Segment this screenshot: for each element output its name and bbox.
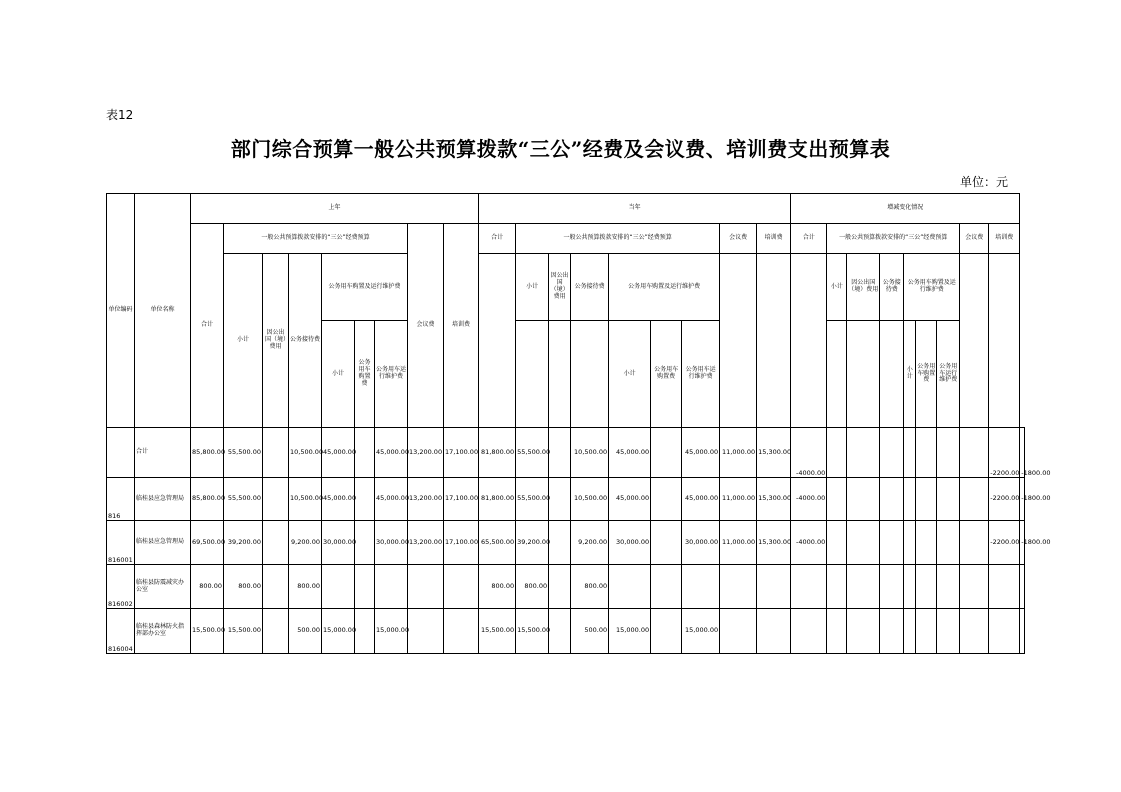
amount-cell: 800.00 <box>516 565 549 609</box>
amount-cell <box>408 565 444 609</box>
header-this-year: 当年 <box>479 194 791 224</box>
amount-cell <box>904 609 916 654</box>
header-this-blank-abroad <box>549 321 571 428</box>
amount-cell: 81,800.00 <box>479 428 516 478</box>
amount-cell: 39,200.00 <box>516 521 549 565</box>
header-this-subtotal: 小计 <box>516 254 549 321</box>
amount-cell <box>960 521 989 565</box>
amount-cell: 45,000.00 <box>609 478 651 521</box>
header-change-blank-reception <box>880 321 904 428</box>
amount-cell: 17,100.00 <box>444 428 479 478</box>
amount-cell <box>880 428 904 478</box>
amount-cell: 800.00 <box>224 565 263 609</box>
amount-cell <box>263 428 289 478</box>
amount-cell: 30,000.00 <box>375 521 408 565</box>
amount-cell <box>408 609 444 654</box>
amount-cell: 45,000.00 <box>682 478 720 521</box>
amount-cell <box>904 565 916 609</box>
amount-cell <box>937 565 960 609</box>
header-unit-code: 单位编码 <box>107 194 135 428</box>
amount-cell: 500.00 <box>289 609 322 654</box>
header-this-training: 培训费 <box>757 224 791 254</box>
amount-cell <box>937 428 960 478</box>
amount-cell: -1800.00 <box>1020 428 1025 478</box>
amount-cell: 30,000.00 <box>609 521 651 565</box>
amount-cell: 15,500.00 <box>224 609 263 654</box>
header-last-vehicle-purchase: 公务用车购置费 <box>355 321 375 428</box>
amount-cell <box>960 565 989 609</box>
amount-cell <box>880 609 904 654</box>
amount-cell <box>904 521 916 565</box>
amount-cell <box>791 609 827 654</box>
amount-cell: 55,500.00 <box>224 478 263 521</box>
amount-cell <box>827 609 847 654</box>
amount-cell: 45,000.00 <box>375 428 408 478</box>
amount-cell: 11,000.00 <box>720 428 757 478</box>
table-row <box>107 478 1025 521</box>
header-change-reception: 公务接待费 <box>880 254 904 321</box>
amount-cell: 800.00 <box>191 565 224 609</box>
amount-cell: 15,500.00 <box>516 609 549 654</box>
header-change-blank-subtotal <box>827 321 847 428</box>
header-change-subtotal: 小计 <box>827 254 847 321</box>
amount-cell: 55,500.00 <box>516 478 549 521</box>
unit-code-cell: 816001 <box>107 521 135 565</box>
amount-cell: 800.00 <box>289 565 322 609</box>
amount-cell <box>355 521 375 565</box>
header-change-training: 培训费 <box>989 224 1020 254</box>
header-this-blank-subtotal <box>516 321 549 428</box>
header-change-blank-training <box>989 254 1020 428</box>
header-change-vehicle: 公务用车购置及运行维护费 <box>904 254 960 321</box>
header-this-vehicle-purchase: 公务用车购置费 <box>651 321 682 428</box>
amount-cell: 13,200.00 <box>408 521 444 565</box>
header-change-vehicle-purchase: 公务用车购置费 <box>916 321 937 428</box>
page-title: 部门综合预算一般公共预算拨款“三公”经费及会议费、培训费支出预算表 <box>230 137 891 161</box>
amount-cell: 9,200.00 <box>289 521 322 565</box>
unit-name-cell: 临桂县应急管理局 <box>135 521 191 565</box>
amount-cell: 9,200.00 <box>571 521 609 565</box>
header-this-total: 合计 <box>479 224 516 254</box>
amount-cell <box>827 478 847 521</box>
amount-cell <box>916 478 937 521</box>
amount-cell <box>757 609 791 654</box>
header-this-abroad: 因公出国（境）费用 <box>549 254 571 321</box>
header-change-blank-total <box>791 254 827 428</box>
header-last-training: 培训费 <box>444 224 479 428</box>
amount-cell: 10,500.00 <box>289 478 322 521</box>
amount-cell: -2200.00 <box>989 428 1020 478</box>
amount-cell <box>720 565 757 609</box>
header-change-general-budget: 一般公共预算拨款安排的“三公”经费预算 <box>827 224 960 254</box>
amount-cell <box>880 478 904 521</box>
amount-cell <box>609 565 651 609</box>
amount-cell: 15,500.00 <box>191 609 224 654</box>
amount-cell <box>989 565 1020 609</box>
header-this-blank-reception <box>571 321 609 428</box>
amount-cell: -4000.00 <box>791 478 827 521</box>
amount-cell <box>375 565 408 609</box>
amount-cell: 45,000.00 <box>682 428 720 478</box>
amount-cell <box>937 478 960 521</box>
header-this-vehicle: 公务用车购置及运行维护费 <box>609 254 720 321</box>
amount-cell: -2200.00 <box>989 478 1020 521</box>
amount-cell: 500.00 <box>571 609 609 654</box>
amount-cell <box>549 478 571 521</box>
amount-cell: 15,000.00 <box>682 609 720 654</box>
amount-cell <box>847 478 880 521</box>
amount-cell: 55,500.00 <box>224 428 263 478</box>
amount-cell <box>880 521 904 565</box>
amount-cell: 11,000.00 <box>720 521 757 565</box>
header-this-blank-total <box>479 254 516 428</box>
amount-cell <box>847 521 880 565</box>
amount-cell: 11,000.00 <box>720 478 757 521</box>
amount-cell: 45,000.00 <box>322 428 355 478</box>
amount-cell <box>916 609 937 654</box>
amount-cell <box>916 521 937 565</box>
header-this-blank-meeting <box>720 254 757 428</box>
amount-cell <box>847 428 880 478</box>
amount-cell <box>651 565 682 609</box>
amount-cell <box>549 521 571 565</box>
amount-cell <box>1020 609 1025 654</box>
amount-cell <box>355 609 375 654</box>
header-last-subtotal: 小计 <box>224 254 263 428</box>
table-row <box>107 428 1025 478</box>
amount-cell: 15,300.00 <box>757 521 791 565</box>
amount-cell <box>1020 565 1025 609</box>
unit-code-cell: 816 <box>107 478 135 521</box>
amount-cell: -1800.00 <box>1020 478 1025 521</box>
amount-cell: 15,500.00 <box>479 609 516 654</box>
amount-cell: 13,200.00 <box>408 428 444 478</box>
amount-cell: 17,100.00 <box>444 478 479 521</box>
header-last-meeting: 会议费 <box>408 224 444 428</box>
budget-table <box>106 193 1051 654</box>
amount-cell <box>651 609 682 654</box>
header-this-reception: 公务接待费 <box>571 254 609 321</box>
amount-cell <box>904 478 916 521</box>
table-body <box>107 428 1051 654</box>
amount-cell: 10,500.00 <box>571 478 609 521</box>
amount-cell <box>960 609 989 654</box>
amount-cell <box>847 565 880 609</box>
header-unit-name: 单位名称 <box>135 194 191 428</box>
amount-cell: 15,300.00 <box>757 428 791 478</box>
amount-cell: 30,000.00 <box>322 521 355 565</box>
amount-cell: 69,500.00 <box>191 521 224 565</box>
header-this-vehicle-operation: 公务用车运行维护费 <box>682 321 720 428</box>
amount-cell: -4000.00 <box>791 428 827 478</box>
amount-cell: 65,500.00 <box>479 521 516 565</box>
unit-code-cell <box>107 428 135 478</box>
header-change-vehicle-operation: 公务用车运行维护费 <box>937 321 960 428</box>
header-this-general-budget: 一般公共预算拨款安排的“三公”经费预算 <box>516 224 720 254</box>
table-row <box>107 565 1025 609</box>
unit-name-cell: 临桂县防震减灾办公室 <box>135 565 191 609</box>
amount-cell: 15,000.00 <box>375 609 408 654</box>
amount-cell <box>827 428 847 478</box>
amount-cell: 800.00 <box>479 565 516 609</box>
amount-cell <box>880 565 904 609</box>
header-last-vehicle-subtotal: 小计 <box>322 321 355 428</box>
amount-cell: 15,000.00 <box>322 609 355 654</box>
amount-cell: 39,200.00 <box>224 521 263 565</box>
amount-cell <box>263 565 289 609</box>
header-change-meeting: 会议费 <box>960 224 989 254</box>
amount-cell <box>937 609 960 654</box>
amount-cell <box>827 521 847 565</box>
amount-cell <box>549 428 571 478</box>
header-change-total: 合计 <box>791 224 827 254</box>
amount-cell: 45,000.00 <box>322 478 355 521</box>
header-last-abroad: 因公出国（境）费用 <box>263 254 289 428</box>
amount-cell: 15,300.00 <box>757 478 791 521</box>
amount-cell: 10,500.00 <box>289 428 322 478</box>
amount-cell: 17,100.00 <box>444 521 479 565</box>
amount-cell: 800.00 <box>571 565 609 609</box>
amount-cell <box>444 609 479 654</box>
header-last-total: 合计 <box>191 224 224 428</box>
amount-cell <box>960 428 989 478</box>
amount-cell <box>847 609 880 654</box>
amount-cell: 13,200.00 <box>408 478 444 521</box>
amount-cell <box>355 478 375 521</box>
amount-cell <box>651 428 682 478</box>
amount-cell <box>720 609 757 654</box>
amount-cell <box>263 521 289 565</box>
table-row <box>107 521 1025 565</box>
unit-name-cell: 合计 <box>135 428 191 478</box>
amount-cell <box>263 478 289 521</box>
amount-cell: 85,800.00 <box>191 478 224 521</box>
amount-cell <box>916 565 937 609</box>
unit-name-cell: 临桂县应急管理局 <box>135 478 191 521</box>
unit-name-cell: 临桂县森林防火指挥部办公室 <box>135 609 191 654</box>
amount-cell: 10,500.00 <box>571 428 609 478</box>
header-change-blank-abroad <box>847 321 880 428</box>
header-this-meeting: 会议费 <box>720 224 757 254</box>
amount-cell <box>444 565 479 609</box>
header-last-general-budget: 一般公共预算拨款安排的“三公”经费预算 <box>224 224 408 254</box>
amount-cell <box>757 565 791 609</box>
header-change-vehicle-subtotal: 小计 <box>904 321 916 428</box>
amount-cell <box>791 565 827 609</box>
header-this-vehicle-subtotal: 小计 <box>609 321 651 428</box>
header-this-blank-training <box>757 254 791 428</box>
header-last-vehicle: 公务用车购置及运行维护费 <box>322 254 408 321</box>
amount-cell: 81,800.00 <box>479 478 516 521</box>
amount-cell <box>682 565 720 609</box>
unit-code-cell: 816004 <box>107 609 135 654</box>
header-change-blank-meeting <box>960 254 989 428</box>
amount-cell: 45,000.00 <box>375 478 408 521</box>
amount-cell <box>549 609 571 654</box>
amount-cell <box>549 565 571 609</box>
amount-cell: 55,500.00 <box>516 428 549 478</box>
amount-cell <box>960 478 989 521</box>
amount-cell <box>651 478 682 521</box>
table-number: 表12 <box>106 108 134 122</box>
unit-code-cell: 816002 <box>107 565 135 609</box>
amount-cell <box>916 428 937 478</box>
amount-cell: 45,000.00 <box>609 428 651 478</box>
amount-cell: 30,000.00 <box>682 521 720 565</box>
header-last-vehicle-operation: 公务用车运行维护费 <box>375 321 408 428</box>
amount-cell: 85,800.00 <box>191 428 224 478</box>
amount-cell <box>322 565 355 609</box>
table-row <box>107 609 1025 654</box>
amount-cell <box>651 521 682 565</box>
amount-cell: -1800.00 <box>1020 521 1025 565</box>
header-last-reception: 公务接待费 <box>289 254 322 428</box>
header-change-abroad: 因公出国（境）费用 <box>847 254 880 321</box>
amount-cell: -2200.00 <box>989 521 1020 565</box>
unit-label: 单位：元 <box>960 175 1009 189</box>
amount-cell <box>937 521 960 565</box>
header-change: 增减变化情况 <box>791 194 1020 224</box>
amount-cell: 15,000.00 <box>609 609 651 654</box>
amount-cell <box>355 428 375 478</box>
amount-cell <box>827 565 847 609</box>
amount-cell <box>989 609 1020 654</box>
header-last-year: 上年 <box>191 194 479 224</box>
amount-cell <box>904 428 916 478</box>
amount-cell <box>355 565 375 609</box>
amount-cell: -4000.00 <box>791 521 827 565</box>
amount-cell <box>263 609 289 654</box>
